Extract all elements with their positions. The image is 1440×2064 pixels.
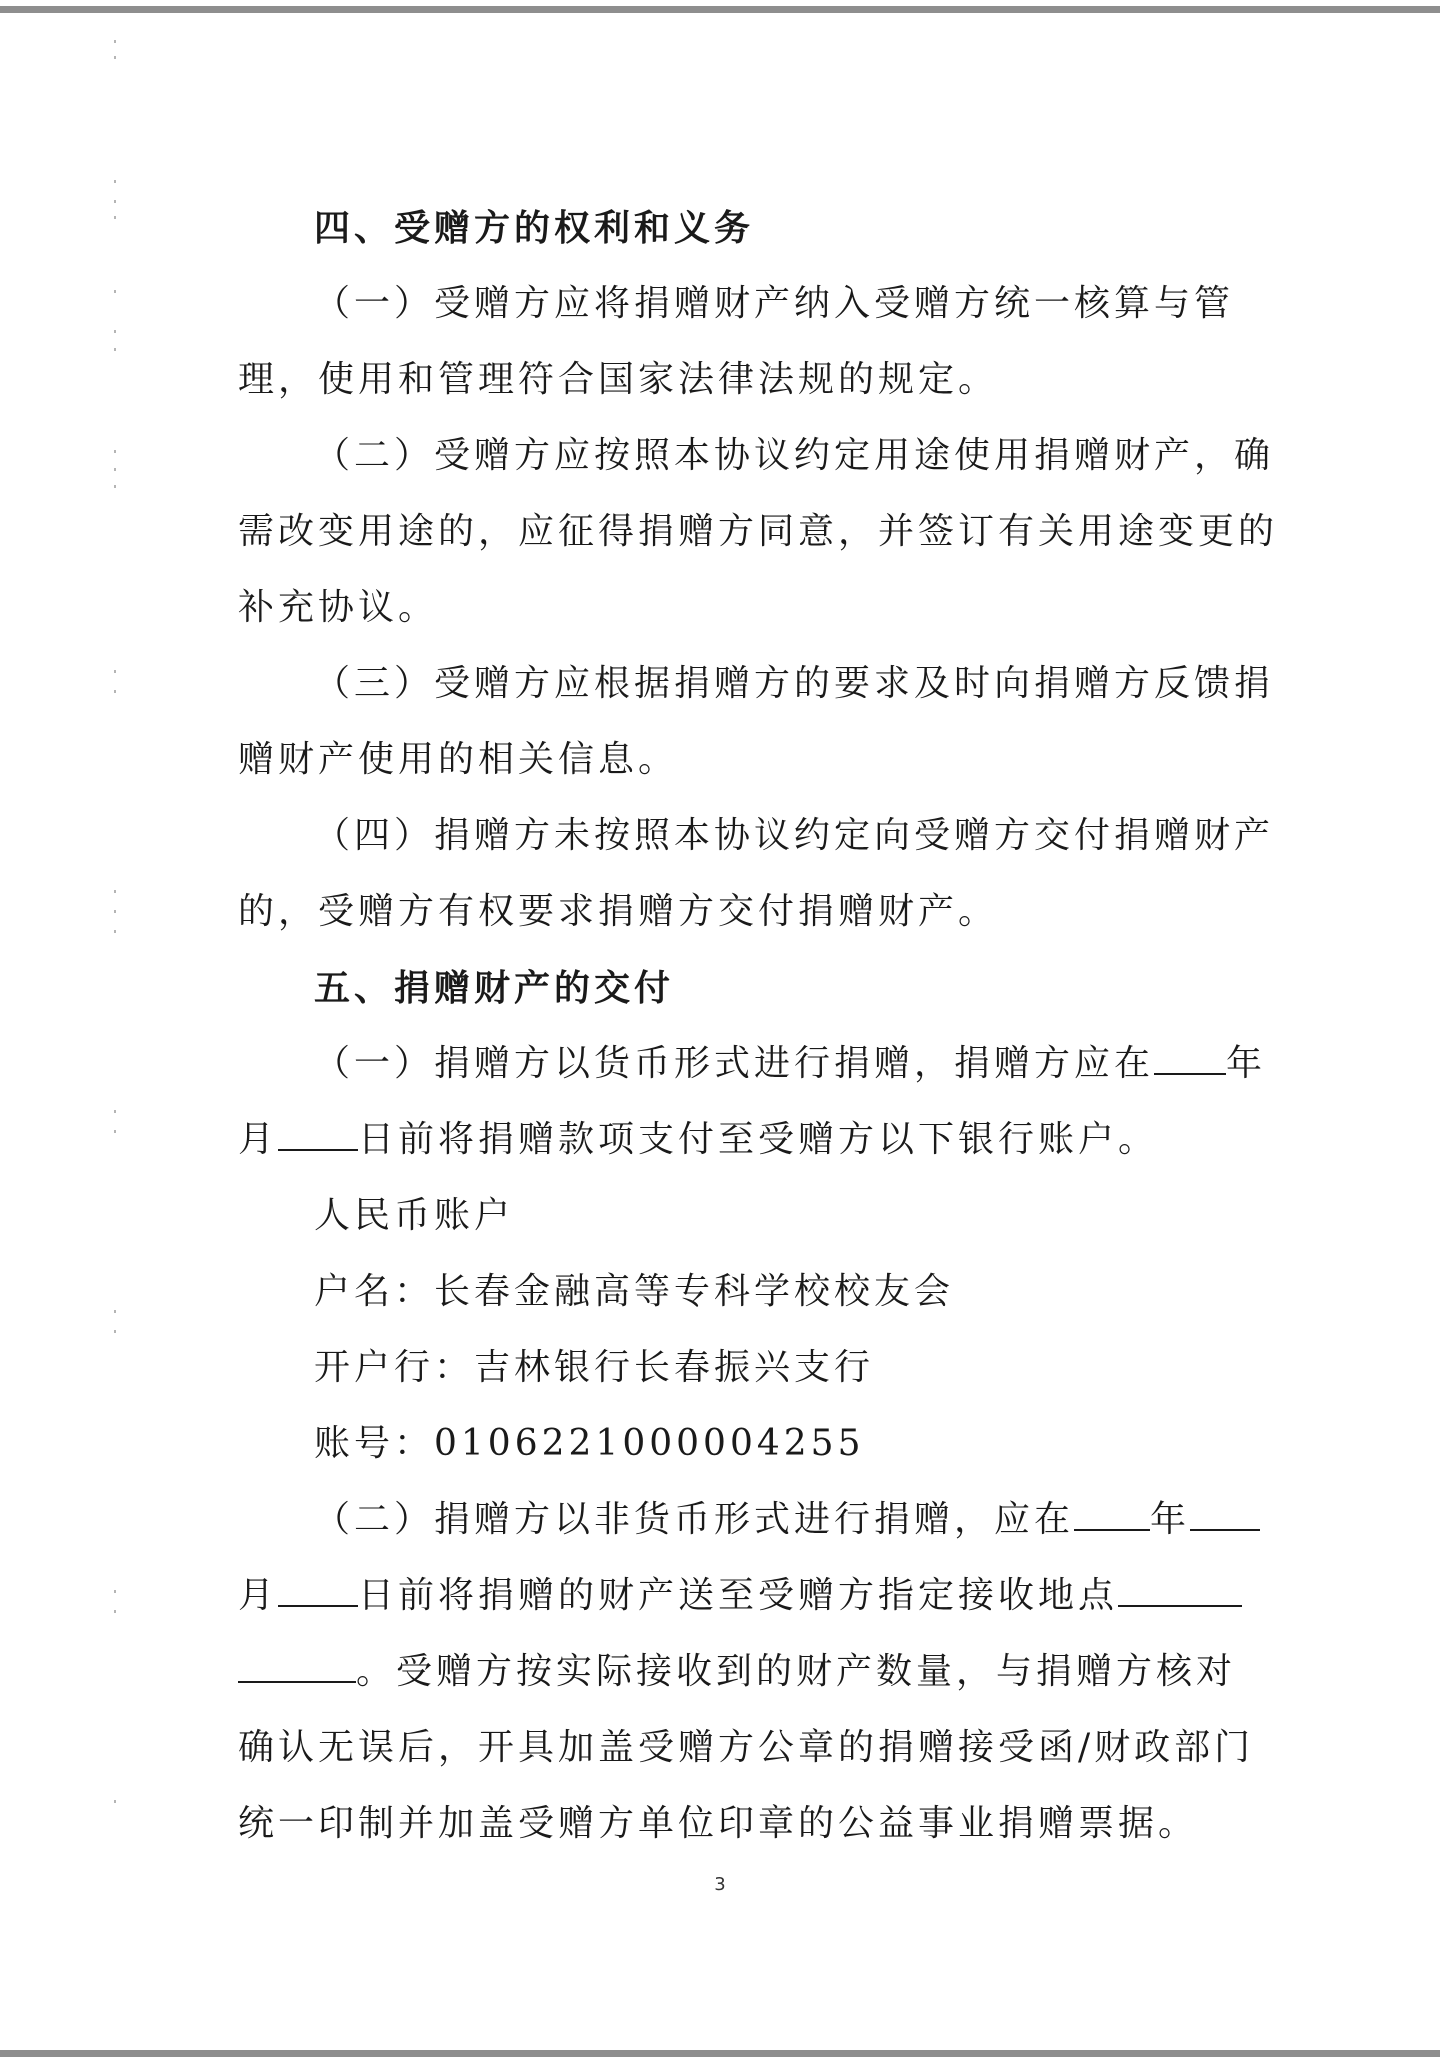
- month-blank-2: [1190, 1495, 1260, 1531]
- page-number: 3: [714, 1874, 726, 1895]
- s4-item4-line2: 的，受赠方有权要求捐赠方交付捐赠财产。: [238, 891, 999, 932]
- s4-item2-line3: 补充协议。: [238, 587, 439, 628]
- binding-margin-marks: [112, 30, 118, 1930]
- s5-item1-text-a: （一）捐赠方以货币形式进行捐赠，捐赠方应在: [314, 1043, 1155, 1084]
- s5-item2-line4: 确认无误后，开具加盖受赠方公章的捐赠接受函/财政部门: [238, 1727, 1255, 1768]
- account-type: 人民币账户: [314, 1195, 515, 1236]
- s5-item2-line5: 统一印制并加盖受赠方单位印章的公益事业捐赠票据。: [238, 1803, 1199, 1844]
- s5-item2-text-b: 年: [1150, 1499, 1191, 1540]
- location-blank: [1118, 1571, 1242, 1607]
- s5-item1-month: 月: [238, 1119, 279, 1160]
- s5-item1-text-c: 日前将捐赠款项支付至受赠方以下银行账户。: [358, 1119, 1159, 1160]
- day-blank-2: [278, 1571, 358, 1607]
- s4-item1-line1: （一）受赠方应将捐赠财产纳入受赠方统一核算与管: [314, 283, 1235, 324]
- s5-item1-line1: [238, 1026, 1267, 1102]
- bottom-border: [0, 2050, 1440, 2057]
- s5-item2-line3: [238, 1634, 1237, 1710]
- section-5-heading: 五、捐赠财产的交付: [314, 967, 675, 1009]
- document-body: [238, 190, 1279, 1862]
- account-number: 账号：0106221000004255: [314, 1423, 865, 1464]
- s5-item1-line2: [238, 1102, 1228, 1178]
- year-blank-2: [1074, 1495, 1150, 1531]
- location-blank-cont: [238, 1647, 356, 1683]
- s4-item1-line2: 理，使用和管理符合国家法律法规的规定。: [238, 359, 999, 400]
- s5-item1-text-b: 年: [1226, 1043, 1267, 1084]
- s4-item2-line2: 需改变用途的，应征得捐赠方同意，并签订有关用途变更的: [238, 511, 1279, 552]
- section-4-heading: 四、受赠方的权利和义务: [314, 207, 755, 249]
- s5-item2-text-d: 。受赠方按实际接收到的财产数量，与捐赠方核对: [356, 1651, 1237, 1692]
- day-blank: [278, 1115, 358, 1151]
- s4-item3-line1: （三）受赠方应根据捐赠方的要求及时向捐赠方反馈捐: [314, 663, 1275, 704]
- s5-item2-text-c: 日前将捐赠的财产送至受赠方指定接收地点: [358, 1575, 1119, 1616]
- top-border: [0, 6, 1440, 13]
- account-bank: 开户行：吉林银行长春振兴支行: [314, 1347, 875, 1388]
- account-name: 户名：长春金融高等专科学校校友会: [314, 1271, 955, 1312]
- s4-item2-line1: （二）受赠方应按照本协议约定用途使用捐赠财产，确: [314, 435, 1275, 476]
- s5-item2-text-a: （二）捐赠方以非货币形式进行捐赠，应在: [314, 1499, 1075, 1540]
- s5-item2-line1: [238, 1482, 1228, 1558]
- s4-item4-line1: （四）捐赠方未按照本协议约定向受赠方交付捐赠财产: [314, 815, 1275, 856]
- s4-item3-line2: 赠财产使用的相关信息。: [238, 739, 679, 780]
- s5-item2-month: 月: [238, 1575, 279, 1616]
- s5-item2-line2: [238, 1558, 1228, 1634]
- year-blank: [1154, 1039, 1226, 1075]
